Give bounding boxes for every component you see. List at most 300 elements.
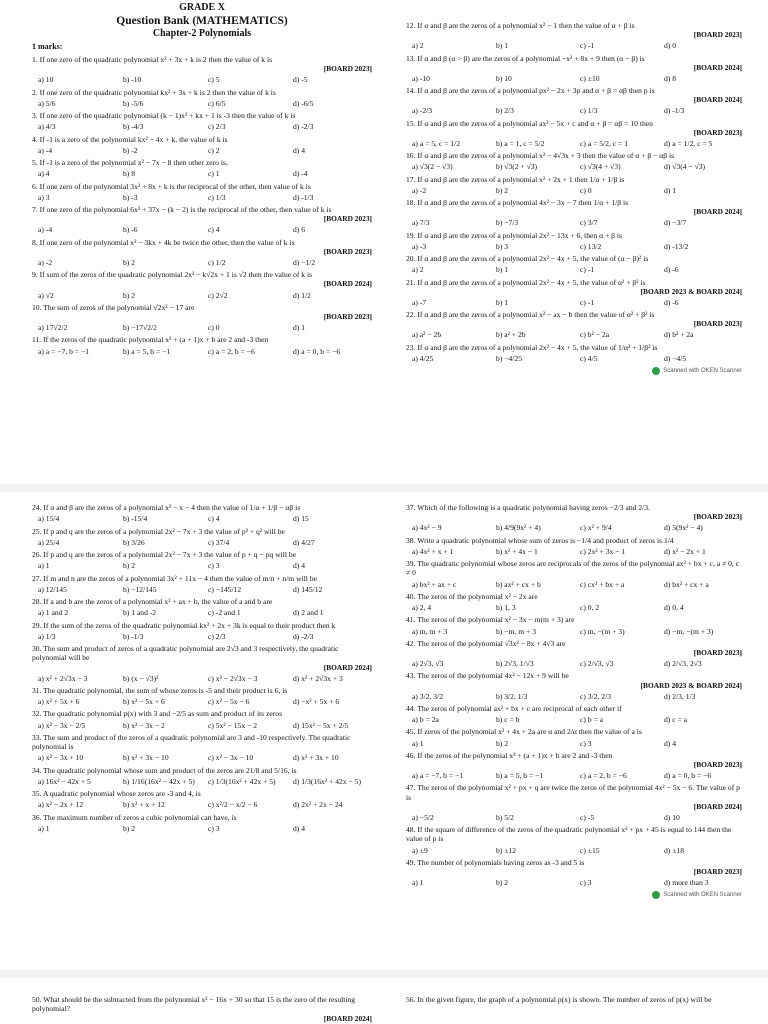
question-item — [32, 335, 372, 356]
answer-option: d) -1/3 — [664, 106, 685, 116]
options-row — [32, 291, 372, 300]
question-text: 7. If one zero of the polynomial 6x² + 37x − (k − 2) is the reciprocal of the other, then value of k is — [32, 205, 332, 215]
answer-option: d) -6 — [664, 297, 679, 307]
answer-option: d) 10 — [664, 812, 680, 822]
board-tag: [BOARD 2023] — [693, 127, 742, 137]
question-item — [406, 825, 742, 855]
question-item — [32, 644, 372, 683]
answer-option: c) 2√2 — [208, 290, 228, 300]
options-row — [32, 632, 372, 641]
scanner-text: Scanned with OKEN Scanner — [663, 367, 742, 374]
question-item — [406, 310, 742, 340]
question-item — [32, 88, 372, 109]
answer-option: a) x² + 5x + 6 — [38, 697, 80, 707]
options-row — [406, 298, 742, 307]
answer-option: b) 5/2 — [496, 812, 514, 822]
question-item — [406, 54, 742, 84]
answer-option: b) 2 — [123, 561, 136, 571]
options-row — [406, 186, 742, 195]
answer-option: c) −145/12 — [208, 584, 242, 594]
question-text: 3. If one zero of the quadratic polynomial (k − 1)x² + kx + 1 is -3 then the value of k is — [32, 111, 296, 121]
question-item — [406, 615, 742, 636]
answer-option: d) 2x² + 2x − 24 — [293, 800, 343, 810]
question-item — [32, 733, 372, 763]
options-row — [32, 697, 372, 706]
answer-option: d) −1/2 — [293, 257, 316, 267]
answer-option: c) b = a — [580, 715, 604, 725]
board-tag: [BOARD 2023] — [693, 512, 742, 522]
options-row — [406, 715, 742, 724]
page-gap — [0, 970, 768, 978]
options-row — [406, 139, 742, 148]
answer-option: c) 1/3 — [580, 106, 598, 116]
answer-option: b) x² − 5x + 6 — [123, 697, 165, 707]
question-text: 30. The sum and product of zeros of a quadratic polynomial are 2√3 and 3 respectively, the quadratic polynomial will be — [32, 644, 339, 663]
answer-option: d) 2/√3, 2√3 — [664, 659, 702, 669]
board-tag: [BOARD 2023 & BOARD 2024] — [640, 286, 742, 296]
answer-option: c) 3/7 — [580, 218, 598, 228]
question-item — [32, 158, 372, 179]
answer-option: a) x² − 3x − 2/5 — [38, 720, 86, 730]
page-2-right-column — [406, 500, 742, 899]
answer-option: b) −7/3 — [496, 218, 519, 228]
question-item — [32, 766, 372, 787]
question-item — [32, 789, 372, 810]
options-row — [32, 258, 372, 267]
answer-option: d) 1 — [293, 323, 306, 333]
options-row — [406, 218, 742, 227]
answer-option: b) -1/3 — [123, 631, 144, 641]
question-item — [32, 135, 372, 156]
answer-option: a) m, m + 3 — [412, 626, 448, 636]
question-text: 19. If α and β are the zeros of a polynomial 2x² − 13x + 6, then α + β is — [406, 230, 622, 240]
question-text: 14. If α and β are the zeros of a polynomial px² − 2x + 3p and α + β = αβ then p is — [406, 86, 655, 96]
answer-option: a) −5/2 — [412, 812, 434, 822]
answer-option: b) 2 — [123, 257, 136, 267]
options-row — [406, 242, 742, 251]
question-item — [406, 343, 742, 364]
answer-option: a) a = 5, c = 1/2 — [412, 138, 460, 148]
answer-option: d) -2/3 — [293, 122, 314, 132]
grade-heading: GRADE X — [179, 2, 225, 13]
answer-option: a) a² − 2b — [412, 330, 442, 340]
answer-option: c) a = 2, b = −6 — [208, 346, 255, 356]
question-text: 36. The maximum number of zeros a cubic polynomial can have, is — [32, 812, 237, 822]
answer-option: b) 1 — [496, 265, 509, 275]
answer-option: d) 4/27 — [293, 537, 315, 547]
answer-option: b) -2 — [123, 145, 138, 155]
options-row — [32, 585, 372, 594]
scanner-watermark — [406, 891, 742, 899]
answer-option: c) 4 — [208, 225, 220, 235]
board-tag: [BOARD 2024] — [323, 662, 372, 672]
answer-option: c) m, −(m + 3) — [580, 626, 625, 636]
question-item — [406, 592, 742, 613]
question-text: 4. If -1 is a zero of the polynomial kx² − 4x + k, the value of k is — [32, 134, 228, 144]
answer-option: c) 3 — [208, 561, 220, 571]
answer-option: a) 4 — [38, 169, 50, 179]
answer-option: b) 3/26 — [123, 537, 145, 547]
board-tag: [BOARD 2023] — [693, 760, 742, 770]
answer-option: a) b = 2a — [412, 715, 439, 725]
marks-label: 1 marks: — [32, 42, 63, 52]
options-row — [32, 347, 372, 356]
answer-option: b) c = b — [496, 715, 520, 725]
options-row — [32, 561, 372, 570]
answer-option: a) x² − 2x + 12 — [38, 800, 84, 810]
answer-option: a) √3(2 − √3) — [412, 162, 453, 172]
question-text: 37. Which of the following is a quadratic polynomial having zeros −2/3 and 2/3. — [406, 503, 650, 512]
answer-option: c) 37/4 — [208, 537, 230, 547]
question-item — [406, 198, 742, 228]
board-tag: [BOARD 2024] — [693, 801, 742, 811]
answer-option: b) −12/145 — [123, 584, 157, 594]
question-item — [406, 639, 742, 669]
page-3-right-column — [406, 992, 742, 1004]
question-text: 23. If α and β are the zeros of a polynomial 2x² − 4x + 5, the value of 1/α² + 1/β² is — [406, 342, 658, 352]
answer-option: d) 4 — [293, 823, 306, 833]
answer-option: c) -1 — [580, 265, 595, 275]
answer-option: c) 3 — [580, 878, 592, 888]
question-text: 44. The zeros of polynomial ax² + bx + c are reciprocal of each other if — [406, 703, 622, 713]
question-text: 34. The quadratic polynomial whose sum and product of the zeros are 21/8 and 5/16, is — [32, 765, 297, 775]
answer-option: b) x² − 3x − 2 — [123, 720, 165, 730]
answer-option: c) 2/3 — [208, 631, 226, 641]
question-list — [406, 503, 742, 887]
answer-option: b) −4/25 — [496, 353, 523, 363]
answer-option: a) 4/3 — [38, 122, 56, 132]
answer-option: a) bx² + ax + c — [412, 579, 457, 589]
question-item — [406, 119, 742, 149]
answer-option: d) 15x² − 5x + 2/5 — [293, 720, 349, 730]
question-text: 25. If p and q are the zeros of a polynomial 2x² − 7x + 3 the value of p² + q² will be — [32, 526, 285, 536]
board-tag: [BOARD 2023] — [693, 867, 742, 877]
answer-option: d) 0 — [664, 41, 677, 51]
question-text: 17. If α and β are the zeros of a polynomial x² + 2x + 1 then 1/α + 1/β is — [406, 174, 625, 184]
page-2 — [0, 492, 768, 970]
answer-option: d) -6 — [664, 265, 679, 275]
question-text: 31. The quadratic polynomial, the sum of whose zeros is -5 and their product is 6, is — [32, 685, 288, 695]
answer-option: c) 2/√3, √3 — [580, 659, 614, 669]
answer-option: d) ±18 — [664, 845, 684, 855]
answer-option: a) 4x² − 9 — [412, 523, 442, 533]
options-row — [32, 169, 372, 178]
answer-option: c) 4 — [208, 514, 220, 524]
question-item — [406, 751, 742, 781]
question-item — [406, 858, 742, 888]
question-item — [406, 151, 742, 172]
board-tag: [BOARD 2023] — [323, 214, 372, 224]
answer-option: a) x² − 3x + 10 — [38, 753, 84, 763]
question-item — [32, 55, 372, 85]
question-text: 33. The sum and product of the zeros of a quadratic polynomial are 3 and -10 respectively. The quadratic polynomial is — [32, 732, 351, 752]
answer-option: b) -3 — [123, 192, 138, 202]
options-row — [406, 547, 742, 556]
options-row — [406, 739, 742, 748]
question-text: 27. If m and n are the zeros of a polynomial 3x² + 11x − 4 then the value of m/n + n/m will be — [32, 573, 317, 583]
question-item — [32, 995, 372, 1023]
answer-option: c) ±15 — [580, 845, 600, 855]
answer-option: b) 8 — [123, 169, 136, 179]
answer-option: b) 3 — [496, 241, 509, 251]
answer-option: c) 0 — [580, 185, 592, 195]
options-row — [406, 878, 742, 887]
question-item — [32, 503, 372, 524]
answer-option: c) x²/2 − x/2 − 6 — [208, 800, 258, 810]
answer-option: a) 1 and 2 — [38, 608, 69, 618]
options-row — [406, 41, 742, 50]
answer-option: b) x² + 3x − 10 — [123, 753, 169, 763]
answer-option: d) 1 — [664, 185, 677, 195]
question-text: 47. The zeros of the polynomial x² + px + q are twice the zeros of the polynomial 4x² − 5x − 6. The value of p is — [406, 783, 740, 802]
answer-option: d) −4/5 — [664, 353, 687, 363]
answer-option: c) 5x² − 15x − 2 — [208, 720, 258, 730]
question-item — [406, 704, 742, 725]
answer-option: d) 8 — [664, 73, 677, 83]
answer-option: a) -3 — [412, 241, 427, 251]
answer-option: d) 1/3(16x² + 42x − 5) — [293, 776, 361, 786]
answer-option: d) 5(9x² − 4) — [664, 523, 703, 533]
question-item — [32, 111, 372, 132]
options-row — [32, 538, 372, 547]
question-item — [406, 559, 742, 589]
answer-option: b) 2√3, 1/√3 — [496, 659, 534, 669]
answer-option: b) -4/3 — [123, 122, 144, 132]
answer-option: b) 4/9(9x² + 4) — [496, 523, 541, 533]
answer-option: a) -2/3 — [412, 106, 433, 116]
answer-option: d) 1/2 — [293, 290, 311, 300]
answer-option: d) 2/3, 1/3 — [664, 691, 696, 701]
page-3-left-column — [32, 992, 372, 1023]
scanner-logo-icon — [652, 891, 660, 899]
scanner-logo-icon — [652, 367, 660, 375]
answer-option: d) a = 0, b = −6 — [664, 771, 712, 781]
question-text: 28. If a and b are the zeros of a polynomial x² + ax + b, the value of a and b are — [32, 597, 273, 606]
options-row — [406, 354, 742, 363]
answer-option: b) 1/16(16x² − 42x + 5) — [123, 776, 195, 786]
question-list — [32, 55, 372, 356]
answer-option: a) -10 — [412, 73, 430, 83]
page-1 — [0, 0, 768, 484]
page-3 — [0, 978, 768, 1024]
question-text: 56. In the given figure, the graph of a polynomial p(x) is shown. The number of zeros of p(x) will be — [406, 995, 712, 1004]
options-row — [32, 608, 372, 617]
answer-option: c) a = 5/2, c = 1 — [580, 138, 628, 148]
options-row — [406, 771, 742, 780]
answer-option: b) a = 1, c = 5/2 — [496, 138, 545, 148]
options-row — [406, 265, 742, 274]
question-list — [406, 21, 742, 363]
answer-option: d) 15 — [293, 514, 309, 524]
options-row — [406, 846, 742, 855]
answer-option: c) 6/5 — [208, 98, 226, 108]
question-text: 43. The zeros of the polynomial 4x² − 12x + 9 will be — [406, 671, 569, 681]
answer-option: b) (x − √3)² — [123, 673, 159, 683]
board-tag: [BOARD 2024] — [693, 207, 742, 217]
answer-option: b) -5/6 — [123, 98, 144, 108]
answer-option: c) 3 — [580, 738, 592, 748]
options-row — [32, 193, 372, 202]
answer-option: c) 1/3(16x² + 42x + 5) — [208, 776, 276, 786]
answer-option: d) 4 — [293, 145, 306, 155]
board-tag: [BOARD 2023] — [693, 30, 742, 40]
board-tag: [BOARD 2024] — [323, 279, 372, 289]
question-item — [32, 709, 372, 730]
options-row — [32, 99, 372, 108]
answer-option: c) 0, 2 — [580, 603, 600, 613]
answer-option: c) x² − 5x − 6 — [208, 697, 250, 707]
question-text: 6. If one zero of the polynomial 3x² + 8x + k is the reciprocal of the other, then value of k is — [32, 181, 311, 191]
answer-option: a) x² + 2√3x − 3 — [38, 673, 88, 683]
page-1-left-column — [32, 2, 372, 356]
question-text: 48. If the square of difference of the zeros of the quadratic polynomial x² + px + 45 is equal to 144 then the value of p is — [406, 825, 732, 844]
question-item — [406, 231, 742, 252]
board-tag: [BOARD 2024] — [323, 1013, 372, 1023]
answer-option: c) √3(4 + √3) — [580, 162, 621, 172]
answer-option: a) ±9 — [412, 845, 428, 855]
question-text: 29. If the sum of the zeros of the quadratic polynomial kx² + 2x + 3k is equal to their product then k — [32, 620, 336, 630]
answer-option: a) 1 — [412, 738, 424, 748]
answer-option: a) 2, 4 — [412, 603, 432, 613]
question-text: 2. If one zero of the quadratic polynomial kx² + 3x + k is 2 then the value of k is — [32, 87, 276, 97]
answer-option: a) 1 — [38, 561, 50, 571]
answer-option: b) -10 — [123, 75, 142, 85]
options-row — [406, 627, 742, 636]
question-item — [32, 597, 372, 618]
question-list — [32, 503, 372, 833]
options-row — [32, 824, 372, 833]
question-item — [32, 686, 372, 707]
answer-option: a) 15/4 — [38, 514, 60, 524]
answer-option: d) -4 — [293, 169, 308, 179]
answer-option: b) −17√2/2 — [123, 323, 157, 333]
options-row — [32, 146, 372, 155]
question-item — [32, 182, 372, 203]
question-item — [406, 86, 742, 116]
answer-option: c) 3 — [208, 823, 220, 833]
page-gap — [0, 484, 768, 492]
answer-option: a) 10 — [38, 75, 54, 85]
question-item — [406, 727, 742, 748]
question-text: 45. If zeros of the polynomial x² + 4x + 2a are α and 2/α then the value of a is — [406, 727, 642, 737]
answer-option: d) b² + 2a — [664, 330, 694, 340]
question-item — [406, 671, 742, 701]
answer-option: d) 0, 4 — [664, 603, 684, 613]
question-text: 5. If -1 is a zero of the polynomial x² − 7x − 8 then other zero is, — [32, 158, 228, 168]
question-text: 16. If α and β are the zeros of a polynomial x² − 4√3x + 3 then the value of α + β − αβ is — [406, 151, 675, 161]
page-2-left-column — [32, 500, 372, 833]
question-item — [32, 550, 372, 571]
answer-option: d) 4 — [293, 561, 306, 571]
answer-option: a) a = −7, b = −1 — [412, 771, 464, 781]
question-text: 1. If one zero of the quadratic polynomial x² + 3x + k is 2 then the value of k is — [32, 55, 273, 65]
answer-option: b) 2/3 — [496, 106, 514, 116]
answer-option: d) more than 3 — [664, 878, 709, 888]
question-list — [32, 995, 372, 1023]
answer-option: a) 4x² + x + 1 — [412, 546, 454, 556]
question-text: 50. What should be the subtracted from the polynomial x² − 16x + 30 so that 15 is the zero of the resulting polynomial? — [32, 995, 356, 1014]
question-text: 11. If the zeros of the quadratic polynomial x² + (a + 1)x + b are 2 and -3 then — [32, 335, 269, 345]
options-row — [32, 514, 372, 523]
board-tag: [BOARD 2023 & BOARD 2024] — [640, 680, 742, 690]
question-text: 9. If sum of the zeros of the quadratic polynomial 2x² − k√2x + 1 is √2 then the value of k is — [32, 270, 313, 280]
question-text: 32. The quadratic polynomial p(x) with 3 and −2/5 as sum and product of its zeros — [32, 709, 283, 719]
answer-option: c) 0 — [208, 323, 220, 333]
answer-option: d) 2 and 1 — [293, 608, 324, 618]
answer-option: a) 7/3 — [412, 218, 430, 228]
board-tag: [BOARD 2024] — [693, 95, 742, 105]
question-text: 41. The zeros of the polynomial x² − 3x − m(m + 3) are — [406, 615, 575, 625]
options-row — [32, 753, 372, 762]
question-text: 39. The quadratic polynomial whose zeros are reciprocals of the zeros of the polynomial ax² + bx + c, a ≠ 0, c ≠ 0 — [406, 559, 740, 578]
question-text: 18. If α and β are the zeros of a polynomial 4x² − 3x − 7 then 1/α + 1/β is — [406, 198, 629, 208]
question-item — [406, 783, 742, 822]
answer-option: b) 1 — [496, 41, 509, 51]
options-row — [32, 800, 372, 809]
question-item — [406, 254, 742, 275]
answer-option: c) x² − 3x − 10 — [208, 753, 254, 763]
answer-option: b) 2 — [496, 185, 509, 195]
answer-option: a) 12/145 — [38, 584, 67, 594]
question-item — [406, 995, 742, 1004]
answer-option: d) bx² + cx + a — [664, 579, 709, 589]
answer-option: b) 2 — [496, 738, 509, 748]
answer-option: a) -7 — [412, 297, 427, 307]
options-row — [406, 106, 742, 115]
board-tag: [BOARD 2023] — [693, 319, 742, 329]
answer-option: d) −x² + 5x + 6 — [293, 697, 340, 707]
answer-option: b) x² + x + 12 — [123, 800, 165, 810]
answer-option: c) ±10 — [580, 73, 600, 83]
answer-option: a) 16x² − 42x + 5 — [38, 776, 91, 786]
options-row — [406, 603, 742, 612]
answer-option: c) 3/2, 2/3 — [580, 691, 612, 701]
answer-option: b) -15/4 — [123, 514, 148, 524]
question-text: 12. If α and β are the zeros of a polynomial x² − 1 then the value of α + β is — [406, 21, 635, 30]
question-text: 42. The zeros of the polynomial √3x² − 8x + 4√3 are — [406, 638, 566, 648]
answer-option: c) 13/2 — [580, 241, 602, 251]
answer-option: b) ±12 — [496, 845, 516, 855]
options-row — [406, 74, 742, 83]
answer-option: d) c = a — [664, 715, 688, 725]
answer-option: a) 4/25 — [412, 353, 434, 363]
answer-option: c) -2 and 1 — [208, 608, 241, 618]
options-row — [32, 323, 372, 332]
question-item — [406, 21, 742, 51]
answer-option: d) 4 — [664, 738, 677, 748]
answer-option: a) -4 — [38, 225, 53, 235]
question-item — [32, 621, 372, 642]
options-row — [406, 659, 742, 668]
options-row — [32, 122, 372, 131]
answer-option: c) 2/3 — [208, 122, 226, 132]
answer-option: b) a = 5, b = −1 — [496, 771, 544, 781]
answer-option: a) -4 — [38, 145, 53, 155]
answer-option: a) 17√2/2 — [38, 323, 68, 333]
answer-option: c) 1/3 — [208, 192, 226, 202]
answer-option: d) x² + 2√3x + 3 — [293, 673, 343, 683]
answer-option: a) 2√3, √3 — [412, 659, 444, 669]
answer-option: c) -1 — [580, 297, 595, 307]
answer-option: a) -2 — [412, 185, 427, 195]
answer-option: c) 2x² + 3x − 1 — [580, 546, 626, 556]
options-row — [406, 580, 742, 589]
question-item — [32, 527, 372, 548]
answer-option: a) 2 — [412, 41, 424, 51]
question-text: 46. If the zeros of the polynomial x² + (a + 1)x + b are 2 and -3 then — [406, 750, 613, 760]
question-text: 24. If α and β are the zeros of a polynomial x² − x − 4 then the value of 1/α + 1/β − αβ is — [32, 503, 301, 512]
scanner-watermark — [406, 367, 742, 375]
